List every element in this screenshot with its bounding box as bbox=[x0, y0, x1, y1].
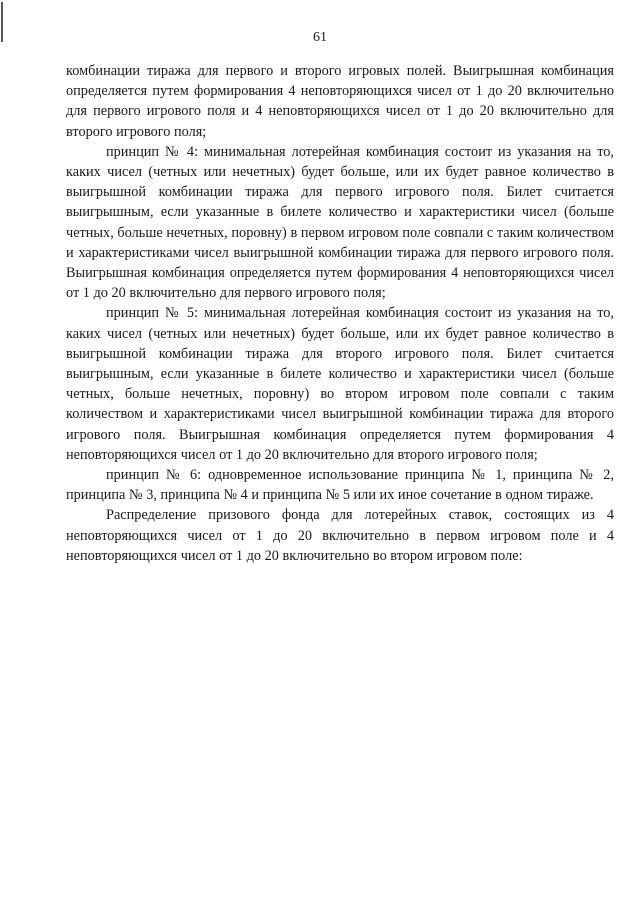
paragraph-principle-6: принцип № 6: одновременное использование принципа № 1, принципа № 2, принципа № 3, принципа № 4 и принципа № 5 или их иное сочетание в одном тираже. bbox=[66, 467, 614, 504]
paragraph-continuation: комбинации тиража для первого и второго игровых полей. Выигрышная комбинация определяется путем формирования 4 неповторяющихся чисел от 1 до 20 включительно для первого игрового поля и 4 неповторяющихся чисел от 1 до 20 включительно для второго игрового поля; bbox=[66, 63, 614, 140]
document-body bbox=[66, 61, 614, 566]
page-number: 61 bbox=[313, 30, 327, 45]
paragraph-prize-fund: Распределение призового фонда для лотерейных ставок, состоящих из 4 неповторяющихся чисел от 1 до 20 включительно в первом игровом поле и 4 неповторяющихся чисел от 1 до 20 включительно во втором игровом поле: bbox=[66, 507, 614, 564]
paragraph-principle-4: принцип № 4: минимальная лотерейная комбинация состоит из указания на то, каких чисел (четных или нечетных) будет больше, или их будет равное количество в выигрышной комбинации тиража для первого игрового поля. Билет считается выигрышным, если указанные в билете количество и характеристики чисел (больше четных, больше нечетных, поровну) в первом игровом поле совпали с таким количеством и характеристиками чисел выигрышной комбинации тиража для первого игрового поля. Выигрышная комбинация определяется путем формирования 4 неповторяющихся чисел от 1 до 20 включительно для первого игрового поля; bbox=[66, 143, 614, 302]
paragraph-principle-5: принцип № 5: минимальная лотерейная комбинация состоит из указания на то, каких чисел (четных или нечетных) будет больше, или их будет равное количество в выигрышной комбинации тиража для второго игрового поля. Билет считается выигрышным, если указанные в билете количество и характеристики чисел (больше четных, больше нечетных, поровну) во втором игровом поле совпали с таким количеством и характеристиками чисел выигрышной комбинации тиража для второго игрового поля. Выигрышная комбинация определяется путем формирования 4 неповторяющихся чисел от 1 до 20 включительно для второго игрового поля; bbox=[66, 305, 614, 463]
